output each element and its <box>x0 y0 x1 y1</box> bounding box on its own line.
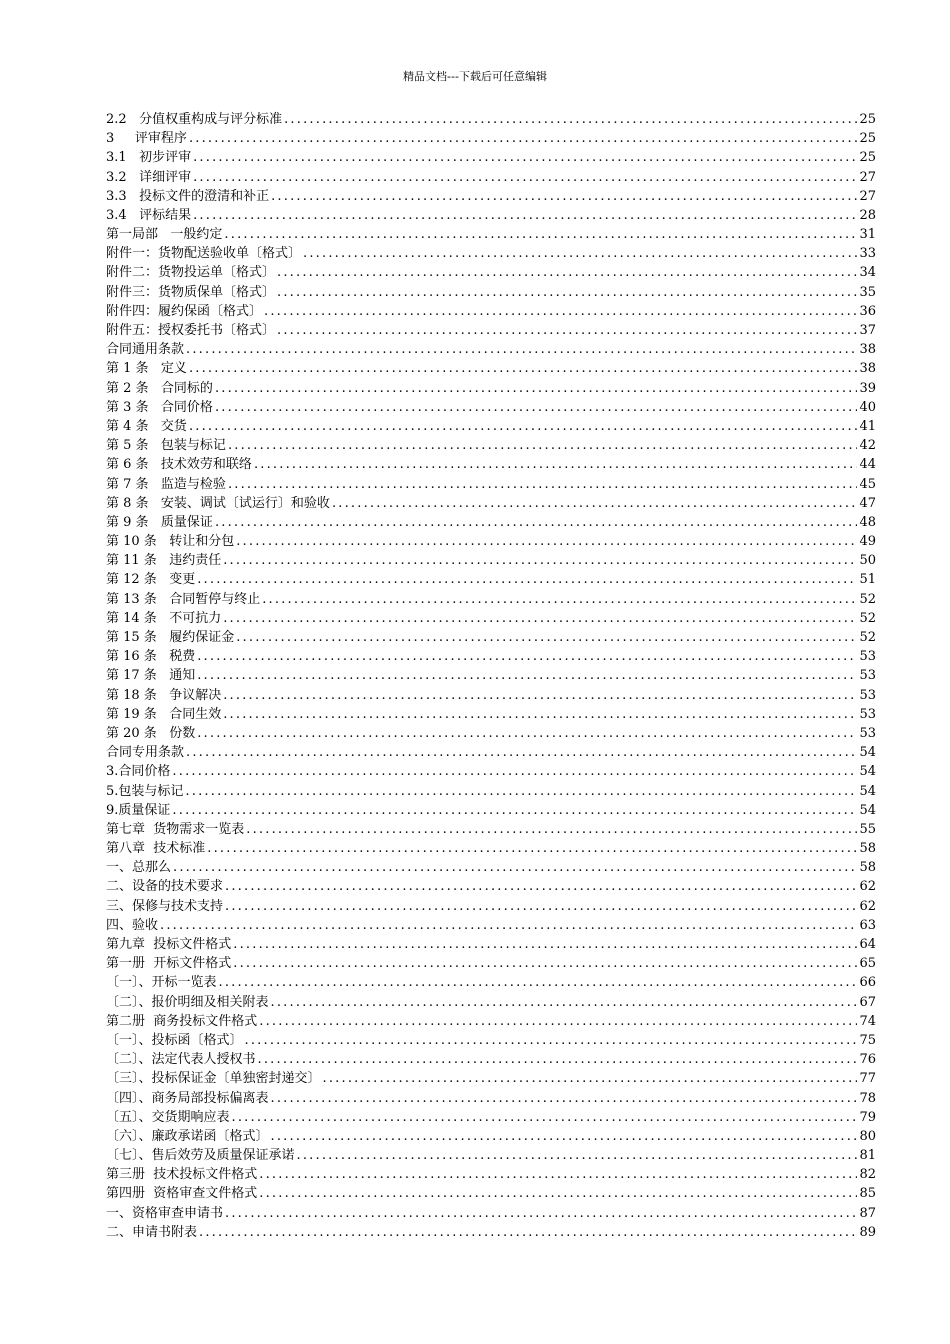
toc-entry-page: 76 <box>859 1052 876 1068</box>
toc-entry-page: 44 <box>859 457 876 473</box>
toc-leader-dots <box>215 379 858 398</box>
toc-entry[interactable] <box>106 686 876 705</box>
toc-entry-label: 第 10 条 转让和分包 <box>106 534 235 550</box>
toc-leader-dots <box>332 494 858 513</box>
toc-entry[interactable] <box>106 571 876 590</box>
toc-entry-label: 第 11 条 违约责任 <box>106 553 222 569</box>
toc-entry-label: 第八章 技术标准 <box>106 841 206 857</box>
toc-entry-page: 53 <box>859 687 876 703</box>
toc-entry[interactable] <box>106 1165 876 1184</box>
toc-entry[interactable] <box>106 1050 876 1069</box>
toc-entry[interactable] <box>106 187 876 206</box>
toc-leader-dots <box>246 820 857 839</box>
toc-entry-page: 38 <box>859 361 876 377</box>
toc-entry[interactable] <box>106 302 876 321</box>
toc-entry[interactable] <box>106 1031 876 1050</box>
toc-entry-page: 80 <box>859 1128 876 1144</box>
toc-entry[interactable] <box>106 705 876 724</box>
toc-entry[interactable] <box>106 1127 876 1146</box>
toc-leader-dots <box>284 110 857 129</box>
toc-entry-label: 第 16 条 税费 <box>106 649 196 665</box>
toc-entry[interactable] <box>106 1012 876 1031</box>
toc-leader-dots <box>173 858 857 877</box>
toc-entry[interactable] <box>106 225 876 244</box>
toc-entry-label: 第七章 货物需求一览表 <box>106 821 245 837</box>
toc-entry[interactable] <box>106 801 876 820</box>
toc-entry[interactable] <box>106 666 876 685</box>
toc-entry-label: 〔三〕、投标保证金〔单独密封递交〕 <box>106 1071 321 1087</box>
toc-entry[interactable] <box>106 340 876 359</box>
toc-leader-dots <box>172 801 857 820</box>
toc-entry-label: 三、保修与技术支持 <box>106 898 224 914</box>
toc-entry-label: 9.质量保证 <box>106 802 171 818</box>
toc-entry-page: 27 <box>859 188 876 204</box>
toc-entry-label: 附件一：货物配送验收单〔格式〕 <box>106 246 302 262</box>
toc-leader-dots <box>236 628 857 647</box>
toc-leader-dots <box>228 475 858 494</box>
toc-entry-page: 52 <box>859 610 876 626</box>
toc-entry-page: 54 <box>859 802 876 818</box>
toc-leader-dots <box>223 705 857 724</box>
toc-entry[interactable] <box>106 973 876 992</box>
toc-entry[interactable] <box>106 839 876 858</box>
toc-entry[interactable] <box>106 1146 876 1165</box>
toc-entry[interactable] <box>106 647 876 666</box>
toc-entry[interactable] <box>106 954 876 973</box>
toc-entry-page: 85 <box>859 1186 876 1202</box>
toc-entry-page: 51 <box>859 572 876 588</box>
toc-leader-dots <box>233 935 857 954</box>
toc-leader-dots <box>189 417 858 436</box>
toc-entry-label: 第九章 投标文件格式 <box>106 937 232 953</box>
toc-entry[interactable] <box>106 359 876 378</box>
toc-entry-page: 52 <box>859 630 876 646</box>
toc-entry-page: 62 <box>859 879 876 895</box>
toc-leader-dots <box>271 187 857 206</box>
toc-entry[interactable] <box>106 494 876 513</box>
toc-entry-page: 41 <box>859 418 876 434</box>
toc-entry[interactable] <box>106 993 876 1012</box>
toc-entry-page: 74 <box>859 1013 876 1029</box>
toc-leader-dots <box>223 551 857 570</box>
toc-entry[interactable] <box>106 513 876 532</box>
toc-leader-dots <box>193 168 857 187</box>
toc-leader-dots <box>225 878 857 897</box>
toc-entry-page: 64 <box>859 937 876 953</box>
toc-entry-page: 49 <box>859 534 876 550</box>
toc-entry-page: 47 <box>859 495 876 511</box>
toc-entry-page: 66 <box>859 975 876 991</box>
toc-leader-dots <box>228 436 858 455</box>
toc-entry-page: 53 <box>859 649 876 665</box>
toc-leader-dots <box>262 590 857 609</box>
toc-entry-page: 39 <box>859 380 876 396</box>
toc-entry-label: 第 20 条 份数 <box>106 725 196 741</box>
toc-entry[interactable] <box>106 264 876 283</box>
toc-leader-dots <box>215 513 858 532</box>
toc-entry-label: 一、资格审查申请书 <box>106 1205 224 1221</box>
toc-entry[interactable] <box>106 878 876 897</box>
toc-leader-dots <box>259 1012 857 1031</box>
toc-entry[interactable] <box>106 436 876 455</box>
toc-entry[interactable] <box>106 532 876 551</box>
toc-leader-dots <box>236 532 857 551</box>
toc-entry-page: 25 <box>859 131 876 147</box>
toc-entry-label: 第 2 条 合同标的 <box>106 380 213 396</box>
toc-entry-page: 52 <box>859 591 876 607</box>
toc-entry[interactable] <box>106 609 876 628</box>
toc-leader-dots <box>254 455 858 474</box>
toc-entry-page: 75 <box>859 1032 876 1048</box>
toc-entry[interactable] <box>106 782 876 801</box>
toc-entry-label: 第 9 条 质量保证 <box>106 514 213 530</box>
toc-entry-page: 50 <box>859 553 876 569</box>
toc-entry[interactable] <box>106 897 876 916</box>
toc-entry[interactable] <box>106 1185 876 1204</box>
toc-entry-label: 〔五〕、交货期响应表 <box>106 1109 230 1125</box>
toc-entry-label: 二、设备的技术要求 <box>106 879 224 895</box>
toc-entry-page: 38 <box>859 342 876 358</box>
toc-entry-page: 42 <box>859 438 876 454</box>
toc-entry-page: 53 <box>859 706 876 722</box>
toc-entry-page: 35 <box>859 284 876 300</box>
toc-leader-dots <box>185 782 857 801</box>
toc-leader-dots <box>277 321 857 340</box>
toc-leader-dots <box>197 647 857 666</box>
toc-entry[interactable] <box>106 935 876 954</box>
toc-entry-page: 54 <box>859 783 876 799</box>
toc-entry-page: 25 <box>859 111 876 127</box>
toc-leader-dots <box>223 609 857 628</box>
toc-entry-page: 82 <box>859 1167 876 1183</box>
toc-leader-dots <box>297 1146 858 1165</box>
page-header: 精品文档---下载后可任意编辑 <box>403 70 547 83</box>
toc-entry-label: 第一册 开标文件格式 <box>106 956 232 972</box>
toc-leader-dots <box>193 148 857 167</box>
toc-entry-label: 〔二〕、报价明细及相关附表 <box>106 994 269 1010</box>
toc-leader-dots <box>258 1050 858 1069</box>
toc-entry-label: 3 评审程序 <box>106 131 187 147</box>
toc-leader-dots <box>259 1165 857 1184</box>
toc-leader-dots <box>323 1069 858 1088</box>
toc-entry[interactable] <box>106 762 876 781</box>
toc-entry[interactable] <box>106 1204 876 1223</box>
toc-entry-label: 第 19 条 合同生效 <box>106 706 222 722</box>
toc-entry[interactable] <box>106 1223 876 1242</box>
toc-entry-page: 79 <box>859 1109 876 1125</box>
toc-entry-page: 36 <box>859 303 876 319</box>
toc-entry[interactable] <box>106 148 876 167</box>
toc-entry-label: 第 13 条 合同暂停与终止 <box>106 591 261 607</box>
toc-entry-label: 〔七〕、售后效劳及质量保证承诺 <box>106 1148 295 1164</box>
toc-entry-label: 第 3 条 合同价格 <box>106 399 213 415</box>
toc-leader-dots <box>303 244 857 263</box>
toc-entry[interactable] <box>106 321 876 340</box>
toc-leader-dots <box>199 1223 857 1242</box>
toc-entry[interactable] <box>106 379 876 398</box>
toc-leader-dots <box>264 302 857 321</box>
toc-entry-label: 第 6 条 技术效劳和联络 <box>106 457 252 473</box>
toc-entry[interactable] <box>106 628 876 647</box>
toc-entry-label: 3.合同价格 <box>106 764 171 780</box>
toc-leader-dots <box>223 686 857 705</box>
toc-leader-dots <box>197 571 857 590</box>
toc-entry-label: 第三册 技术投标文件格式 <box>106 1167 258 1183</box>
toc-entry-page: 45 <box>859 476 876 492</box>
toc-leader-dots <box>277 264 857 283</box>
toc-entry-page: 89 <box>859 1224 876 1240</box>
table-of-contents <box>106 110 876 1242</box>
toc-entry-page: 25 <box>859 150 876 166</box>
toc-entry-label: 〔一〕、投标函〔格式〕 <box>106 1032 243 1048</box>
toc-entry-label: 第 7 条 监造与检验 <box>106 476 226 492</box>
toc-entry-label: 5.包装与标记 <box>106 783 184 799</box>
toc-entry[interactable] <box>106 820 876 839</box>
toc-leader-dots <box>271 993 858 1012</box>
toc-entry-label: 3.2 详细评审 <box>106 169 192 185</box>
toc-entry-page: 67 <box>859 994 876 1010</box>
toc-entry-label: 第 14 条 不可抗力 <box>106 610 222 626</box>
toc-entry[interactable] <box>106 398 876 417</box>
toc-entry[interactable] <box>106 1089 876 1108</box>
toc-leader-dots <box>225 897 857 916</box>
toc-entry[interactable] <box>106 206 876 225</box>
toc-leader-dots <box>189 359 858 378</box>
toc-entry-page: 40 <box>859 399 876 415</box>
toc-entry-label: 第 5 条 包装与标记 <box>106 438 226 454</box>
toc-entry[interactable] <box>106 475 876 494</box>
toc-entry[interactable] <box>106 858 876 877</box>
toc-leader-dots <box>271 1089 858 1108</box>
toc-entry[interactable] <box>106 724 876 743</box>
toc-entry-page: 65 <box>859 956 876 972</box>
toc-entry-page: 87 <box>859 1205 876 1221</box>
toc-entry-label: 附件三：货物质保单〔格式〕 <box>106 284 276 300</box>
toc-entry-label: 第 1 条 定义 <box>106 361 187 377</box>
toc-entry[interactable] <box>106 110 876 129</box>
toc-entry[interactable] <box>106 129 876 148</box>
toc-entry[interactable] <box>106 417 876 436</box>
toc-entry-page: 78 <box>859 1090 876 1106</box>
toc-entry-page: 34 <box>859 265 876 281</box>
toc-leader-dots <box>160 916 857 935</box>
toc-entry-page: 31 <box>859 227 876 243</box>
toc-entry-label: 第 18 条 争议解决 <box>106 687 222 703</box>
toc-entry-label: 第二册 商务投标文件格式 <box>106 1013 258 1029</box>
toc-entry[interactable] <box>106 743 876 762</box>
toc-entry-page: 55 <box>859 821 876 837</box>
toc-leader-dots <box>232 1108 858 1127</box>
toc-entry-page: 54 <box>859 764 876 780</box>
toc-entry-label: 合同通用条款 <box>106 342 185 358</box>
toc-leader-dots <box>193 206 857 225</box>
toc-leader-dots <box>219 973 858 992</box>
toc-leader-dots <box>259 1185 857 1204</box>
toc-entry-page: 53 <box>859 668 876 684</box>
toc-entry-page: 81 <box>859 1148 876 1164</box>
toc-leader-dots <box>186 340 857 359</box>
toc-entry-label: 第一局部 一般约定 <box>106 227 223 243</box>
toc-entry[interactable] <box>106 1108 876 1127</box>
toc-entry-label: 第 8 条 安装、调试〔试运行〕和验收 <box>106 495 330 511</box>
toc-leader-dots <box>207 839 857 858</box>
toc-entry-page: 37 <box>859 323 876 339</box>
toc-leader-dots <box>225 1204 857 1223</box>
toc-entry[interactable] <box>106 1069 876 1088</box>
toc-entry[interactable] <box>106 283 876 302</box>
toc-leader-dots <box>189 129 858 148</box>
toc-entry-page: 33 <box>859 246 876 262</box>
toc-entry-page: 27 <box>859 169 876 185</box>
toc-entry-label: 3.3 投标文件的澄清和补正 <box>106 188 270 204</box>
toc-entry-page: 63 <box>859 917 876 933</box>
toc-entry-label: 四、验收 <box>106 917 159 933</box>
toc-entry[interactable] <box>106 590 876 609</box>
toc-leader-dots <box>197 724 857 743</box>
toc-entry-label: 〔二〕、法定代表人授权书 <box>106 1052 256 1068</box>
toc-entry[interactable] <box>106 916 876 935</box>
toc-entry-page: 58 <box>859 860 876 876</box>
toc-leader-dots <box>271 1127 858 1146</box>
toc-entry-label: 附件四：履约保函〔格式〕 <box>106 303 263 319</box>
toc-leader-dots <box>277 283 857 302</box>
toc-entry-label: 3.4 评标结果 <box>106 207 192 223</box>
toc-entry[interactable] <box>106 168 876 187</box>
toc-leader-dots <box>233 954 857 973</box>
toc-entry[interactable] <box>106 551 876 570</box>
toc-entry-label: 附件五：授权委托书〔格式〕 <box>106 323 276 339</box>
toc-entry-label: 第 15 条 履约保证金 <box>106 630 235 646</box>
toc-entry-label: 二、申请书附表 <box>106 1224 198 1240</box>
toc-entry-label: 第四册 资格审查文件格式 <box>106 1186 258 1202</box>
toc-entry-page: 48 <box>859 514 876 530</box>
toc-leader-dots <box>197 666 857 685</box>
toc-entry-page: 58 <box>859 841 876 857</box>
toc-leader-dots <box>224 225 857 244</box>
toc-entry-label: 〔一〕、开标一览表 <box>106 975 217 991</box>
toc-entry-page: 77 <box>859 1071 876 1087</box>
toc-entry-label: 第 4 条 交货 <box>106 418 187 434</box>
toc-entry-label: 第 12 条 变更 <box>106 572 196 588</box>
toc-entry-page: 53 <box>859 725 876 741</box>
toc-entry-label: 合同专用条款 <box>106 745 185 761</box>
toc-entry-page: 62 <box>859 898 876 914</box>
toc-leader-dots <box>186 743 857 762</box>
toc-entry-label: 附件二：货物投运单〔格式〕 <box>106 265 276 281</box>
toc-entry-label: 第 17 条 通知 <box>106 668 196 684</box>
toc-entry-label: 一、总那么 <box>106 860 172 876</box>
toc-leader-dots <box>245 1031 858 1050</box>
toc-entry-label: 3.1 初步评审 <box>106 150 192 166</box>
toc-entry[interactable] <box>106 244 876 263</box>
toc-leader-dots <box>215 398 858 417</box>
toc-leader-dots <box>172 762 857 781</box>
toc-entry-label: 〔六〕、廉政承诺函〔格式〕 <box>106 1128 269 1144</box>
toc-entry[interactable] <box>106 455 876 474</box>
toc-entry-page: 54 <box>859 745 876 761</box>
toc-entry-page: 28 <box>859 207 876 223</box>
toc-entry-label: 2.2 分值权重构成与评分标准 <box>106 111 283 127</box>
toc-entry-label: 〔四〕、商务局部投标偏离表 <box>106 1090 269 1106</box>
